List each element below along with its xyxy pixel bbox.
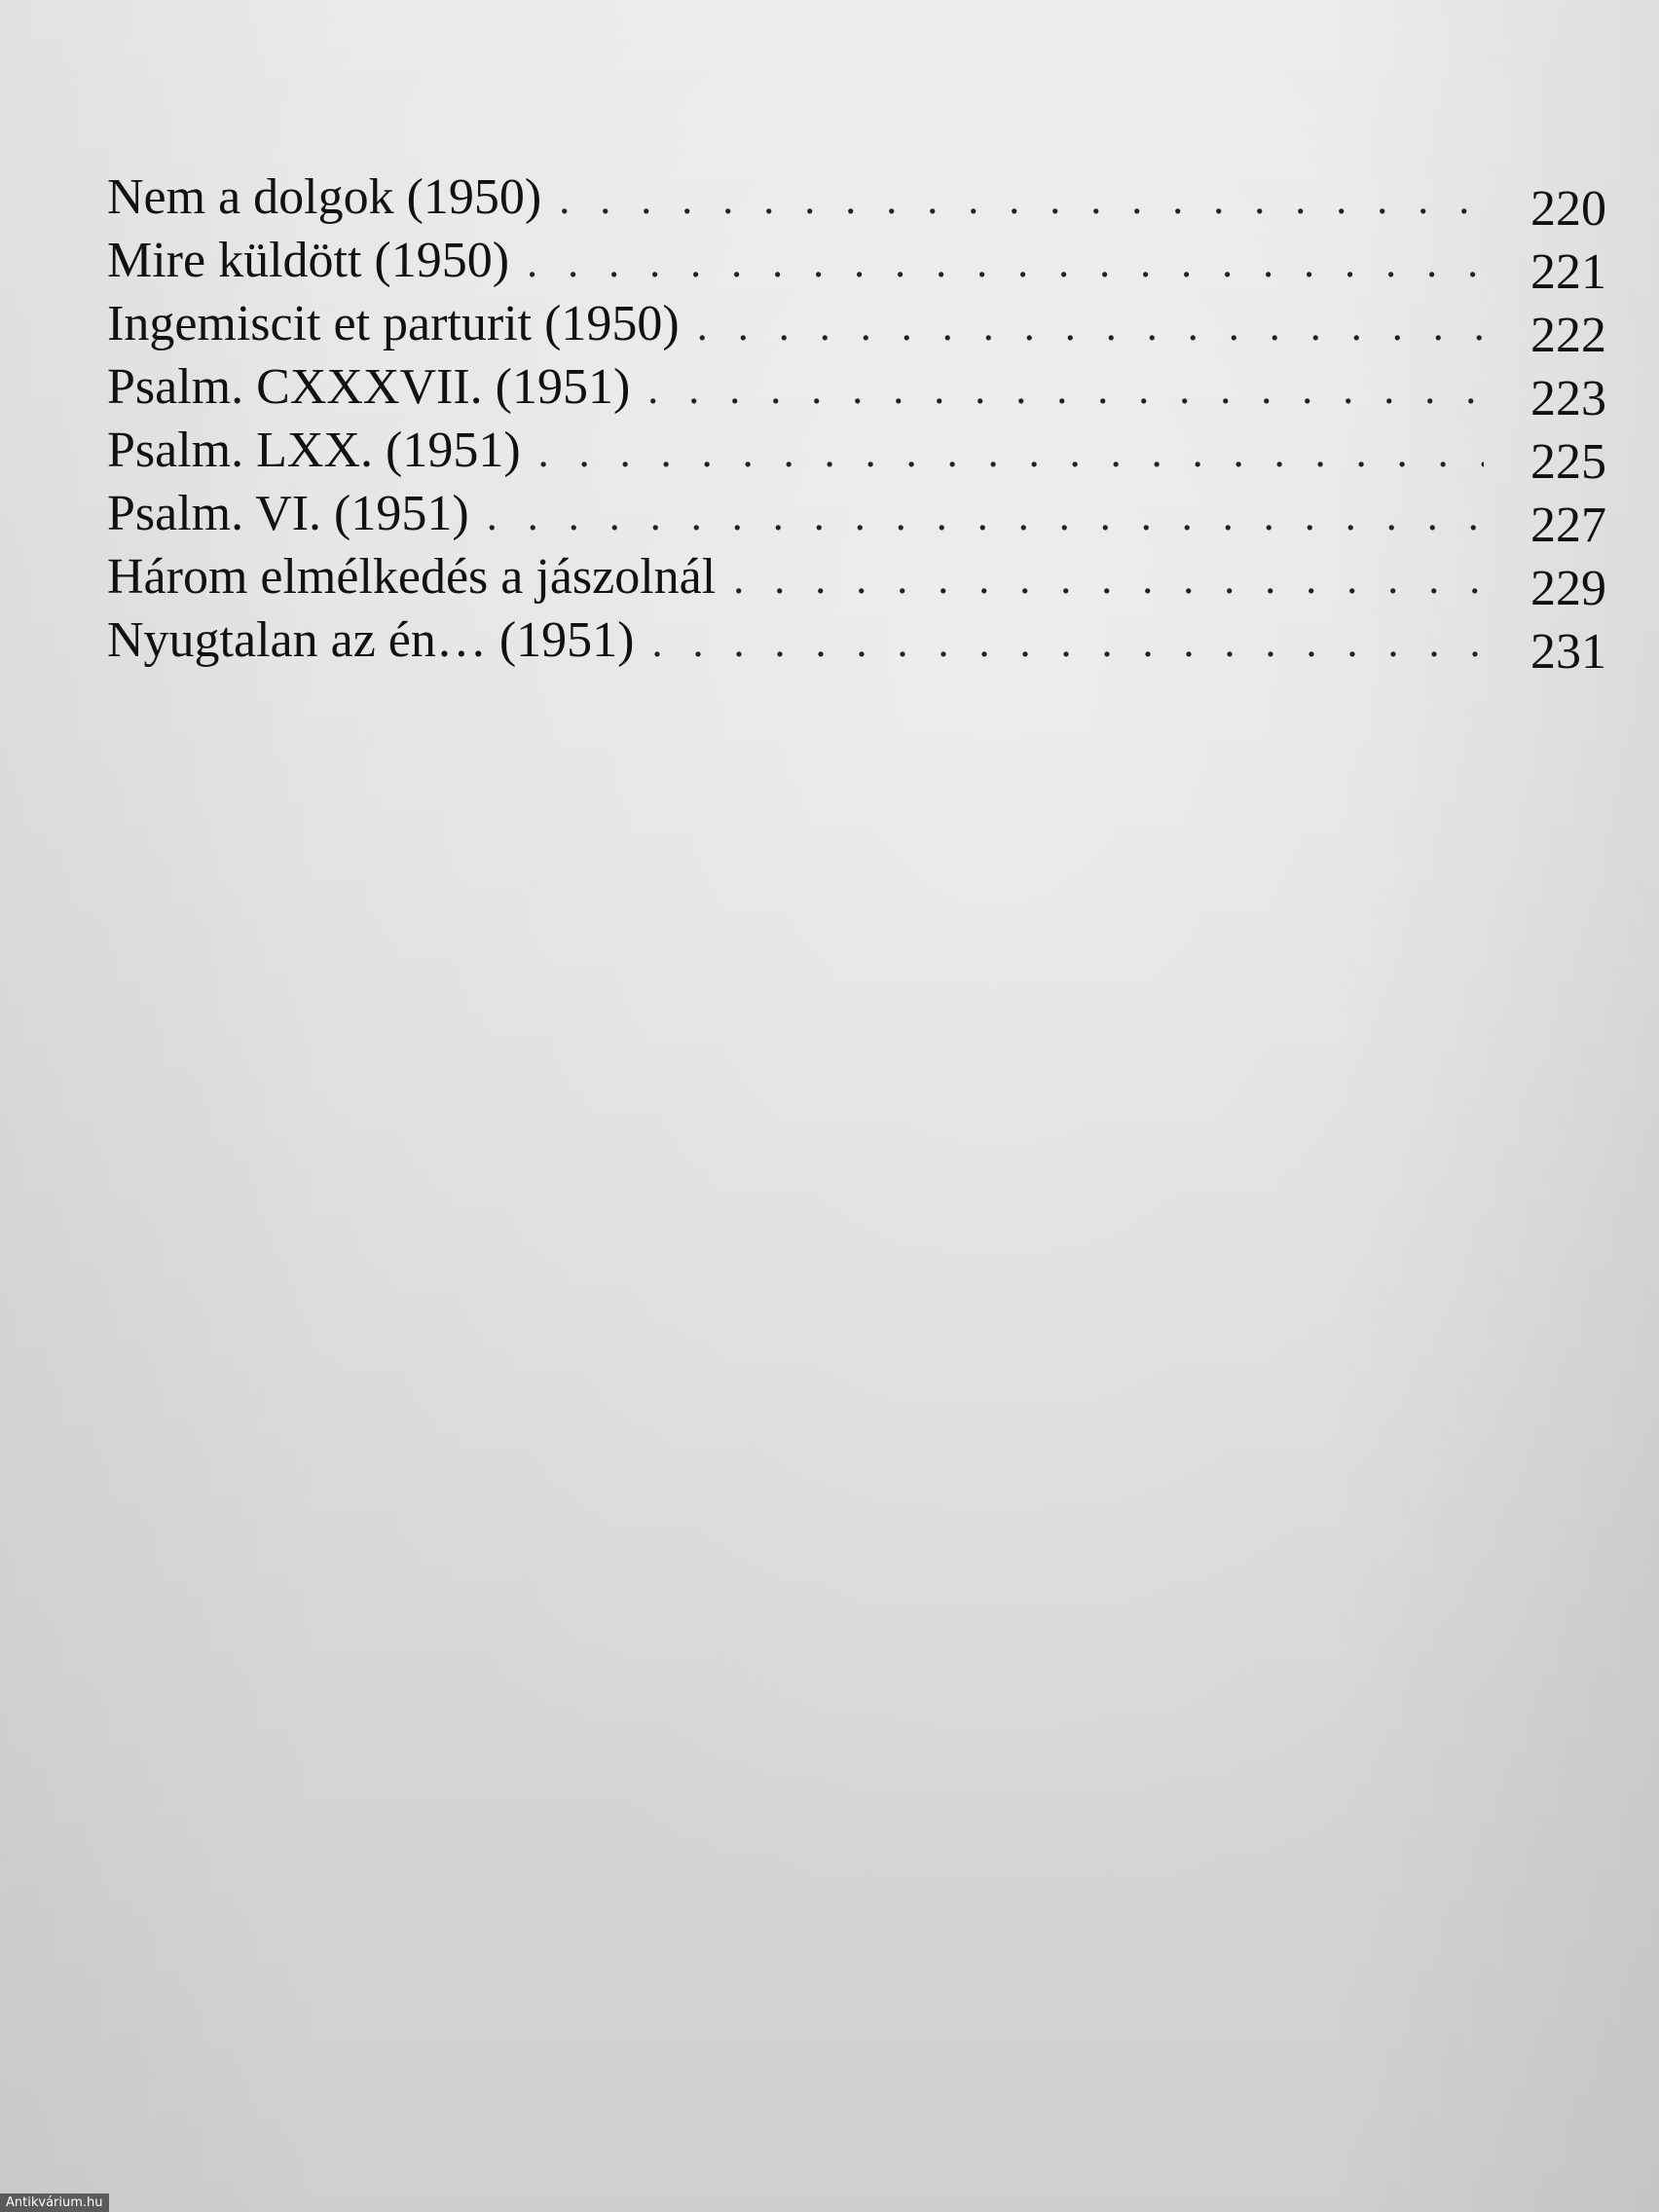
toc-entry-title: Nyugtalan az én… (1951) [107,612,635,668]
toc-entry-title: Psalm. VI. (1951) [107,486,469,541]
toc-entry-page: 225 [1530,434,1606,490]
toc-entry-title: Három elmélkedés a jászolnál [107,549,717,605]
toc-entry [107,229,1606,300]
toc-entry [107,545,1606,616]
toc-entry [107,608,1606,680]
toc-entry [107,482,1606,553]
watermark: Antikvárium.hu [0,2194,109,2212]
toc-leader-dots [697,294,1484,357]
toc-entry-page: 229 [1530,561,1606,616]
toc-entry [107,355,1606,426]
toc-leader-dots [559,167,1484,231]
toc-entry [107,419,1606,490]
toc-entry-page: 222 [1530,308,1606,363]
toc-entry-page: 221 [1530,244,1606,300]
toc-entry-title: Mire küldött (1950) [107,233,510,288]
table-of-contents [107,166,1606,680]
toc-entry-title: Psalm. CXXXVII. (1951) [107,359,631,415]
toc-leader-dots [651,610,1484,674]
toc-leader-dots [538,421,1484,484]
toc-entry-page: 223 [1530,371,1606,426]
toc-leader-dots [527,231,1484,294]
toc-entry [107,292,1606,363]
toc-entry-title: Ingemiscit et parturit (1950) [107,296,680,351]
toc-entry-page: 227 [1530,498,1606,553]
toc-entry [107,166,1606,237]
toc-entry-title: Psalm. LXX. (1951) [107,423,521,478]
toc-leader-dots [733,547,1484,610]
toc-leader-dots [647,357,1484,421]
toc-entry-page: 220 [1530,181,1606,237]
toc-leader-dots [487,484,1484,547]
toc-entry-page: 231 [1530,624,1606,680]
toc-entry-title: Nem a dolgok (1950) [107,169,542,225]
